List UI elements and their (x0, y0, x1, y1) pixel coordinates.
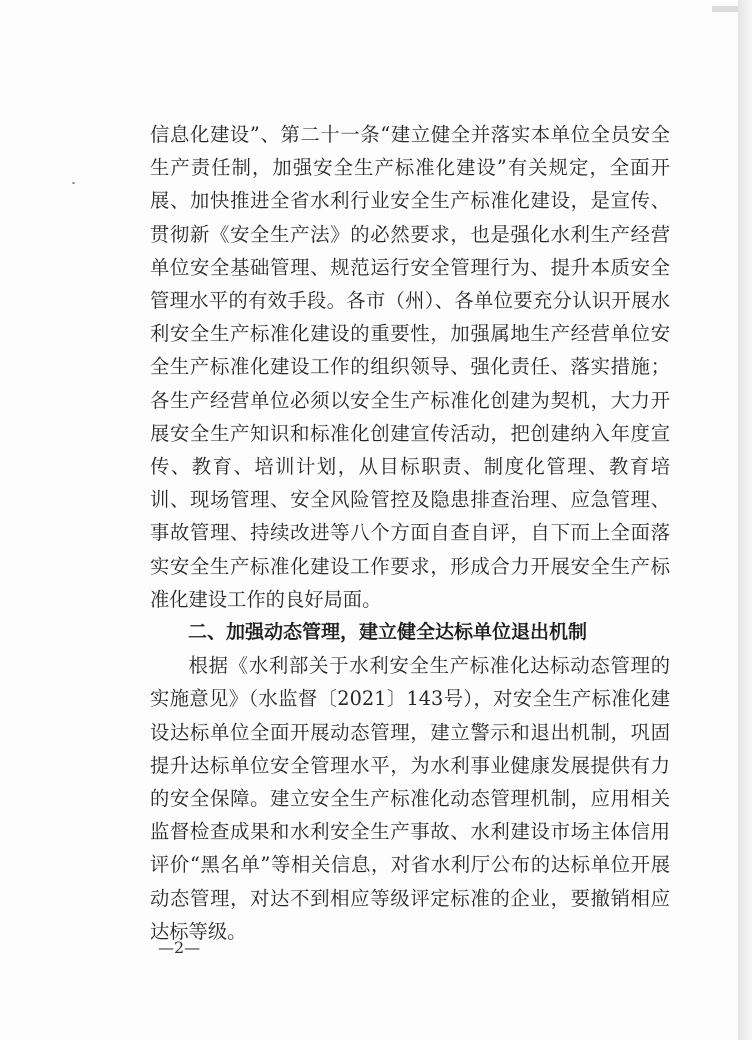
scanner-corner-mark (712, 6, 738, 12)
scan-speck (72, 182, 75, 184)
page-edge-shadow (738, 0, 752, 1040)
section-heading: 二、加强动态管理，建立健全达标单位退出机制 (188, 621, 588, 644)
body-paragraph-section-two: 根据《水利部关于水利安全生产标准化达标动态管理的实施意见》（水监督〔2021〕143号），对安全生产标准化建设达标单位全面开展动态管理，建立警示和退出机制，巩固提升达标单位安全管理水平，为水利事业健康发展提供有力的安全保障。建立安全生产标准化动态管理机制，应用相关监督检查成果和水利安全生产事故、水利建设市场主体信用评价“黑名单”等相关信息，对省水利厅公布的达标单位开展动态管理，对达不到相应等级评定标准的企业，要撤销相应达标等级。 (150, 654, 670, 943)
document-body (150, 118, 670, 948)
page-number: —2— (158, 938, 201, 957)
body-paragraph-continuation: 信息化建设”、第二十一条“建立健全并落实本单位全员安全生产责任制，加强安全生产标准化建设”有关规定，全面开展、加快推进全省水利行业安全生产标准化建设，是宣传、贯彻新《安全生产法》的必然要求，也是强化水利生产经营单位安全基础管理、规范运行安全管理行为、提升本质安全管理水平的有效手段。各市（州）、各单位要充分认识开展水利安全生产标准化建设的重要性，加强属地生产经营单位安全生产标准化建设工作的组织领导、强化责任、落实措施；各生产经营单位必须以安全生产标准化创建为契机，大力开展安全生产知识和标准化创建宣传活动，把创建纳入年度宣传、教育、培训计划，从目标职责、制度化管理、教育培训、现场管理、安全风险管控及隐患排查治理、应急管理、事故管理、持续改进等八个方面自查自评，自下而上全面落实安全生产标准化建设工作要求，形成合力开展安全生产标准化建设工作的良好局面。 (150, 123, 670, 611)
